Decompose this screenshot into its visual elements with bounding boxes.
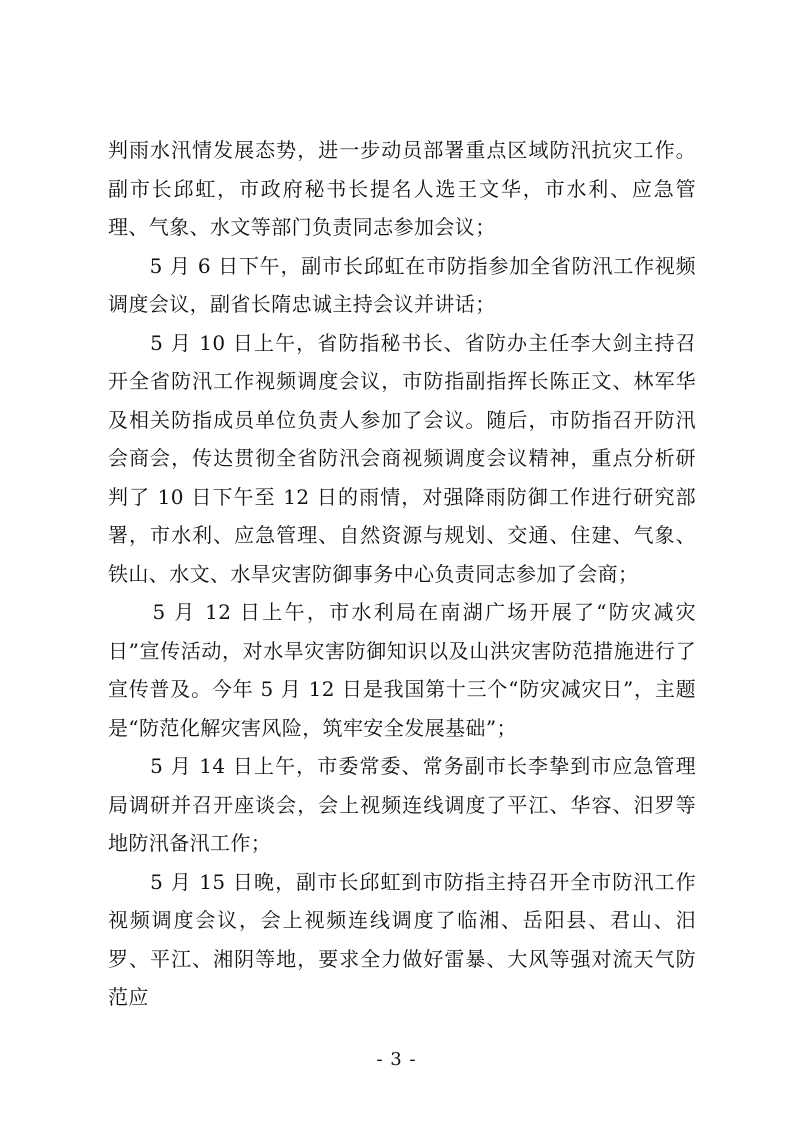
- page-number: - 3 -: [376, 1049, 417, 1070]
- paragraph-continuation: 判雨水汛情发展态势，进一步动员部署重点区域防汛抗灾工作。副市长邱虹，市政府秘书长提名人选王文华，市水利、应急管理、气象、水文等部门负责同志参加会议；: [108, 138, 696, 239]
- paragraph-may-12: 5 月 12 日上午，市水利局在南湖广场开展了“防灾减灾日”宣传活动，对水旱灾害防御知识以及山洪灾害防范措施进行了宣传普及。今年 5 月 12 日是我国第十三个“防灾减灾日”，主题是“防范化解灾害风险，筑牢安全发展基础”；: [108, 600, 696, 740]
- paragraph-may-6: 5 月 6 日下午，副市长邱虹在市防指参加全省防汛工作视频调度会议，副省长隋忠诚主持会议并讲话；: [108, 253, 696, 316]
- body-text: [108, 131, 696, 1017]
- paragraph-may-10: 5 月 10 日上午，省防指秘书长、省防办主任李大剑主持召开全省防汛工作视频调度会议，市防指副指挥长陈正文、林军华及相关防指成员单位负责人参加了会议。随后，市防指召开防汛会商会，传达贯彻全省防汛会商视频调度会议精神，重点分析研判了 10 日下午至 12 日的雨情，对强降雨防御工作进行研究部署，市水利、应急管理、自然资源与规划、交通、住建、气象、铁山、水文、水旱灾害防御事务中心负责同志参加了会商；: [108, 330, 696, 586]
- paragraph-may-15: 5 月 15 日晚，副市长邱虹到市防指主持召开全市防汛工作视频调度会议，会上视频连线调度了临湘、岳阳县、君山、汨罗、平江、湘阴等地，要求全力做好雷暴、大风等强对流天气防范应: [108, 869, 696, 1009]
- paragraph-may-14: 5 月 14 日上午，市委常委、常务副市长李挚到市应急管理局调研并召开座谈会，会上视频连线调度了平江、华容、汨罗等地防汛备汛工作；: [108, 754, 696, 855]
